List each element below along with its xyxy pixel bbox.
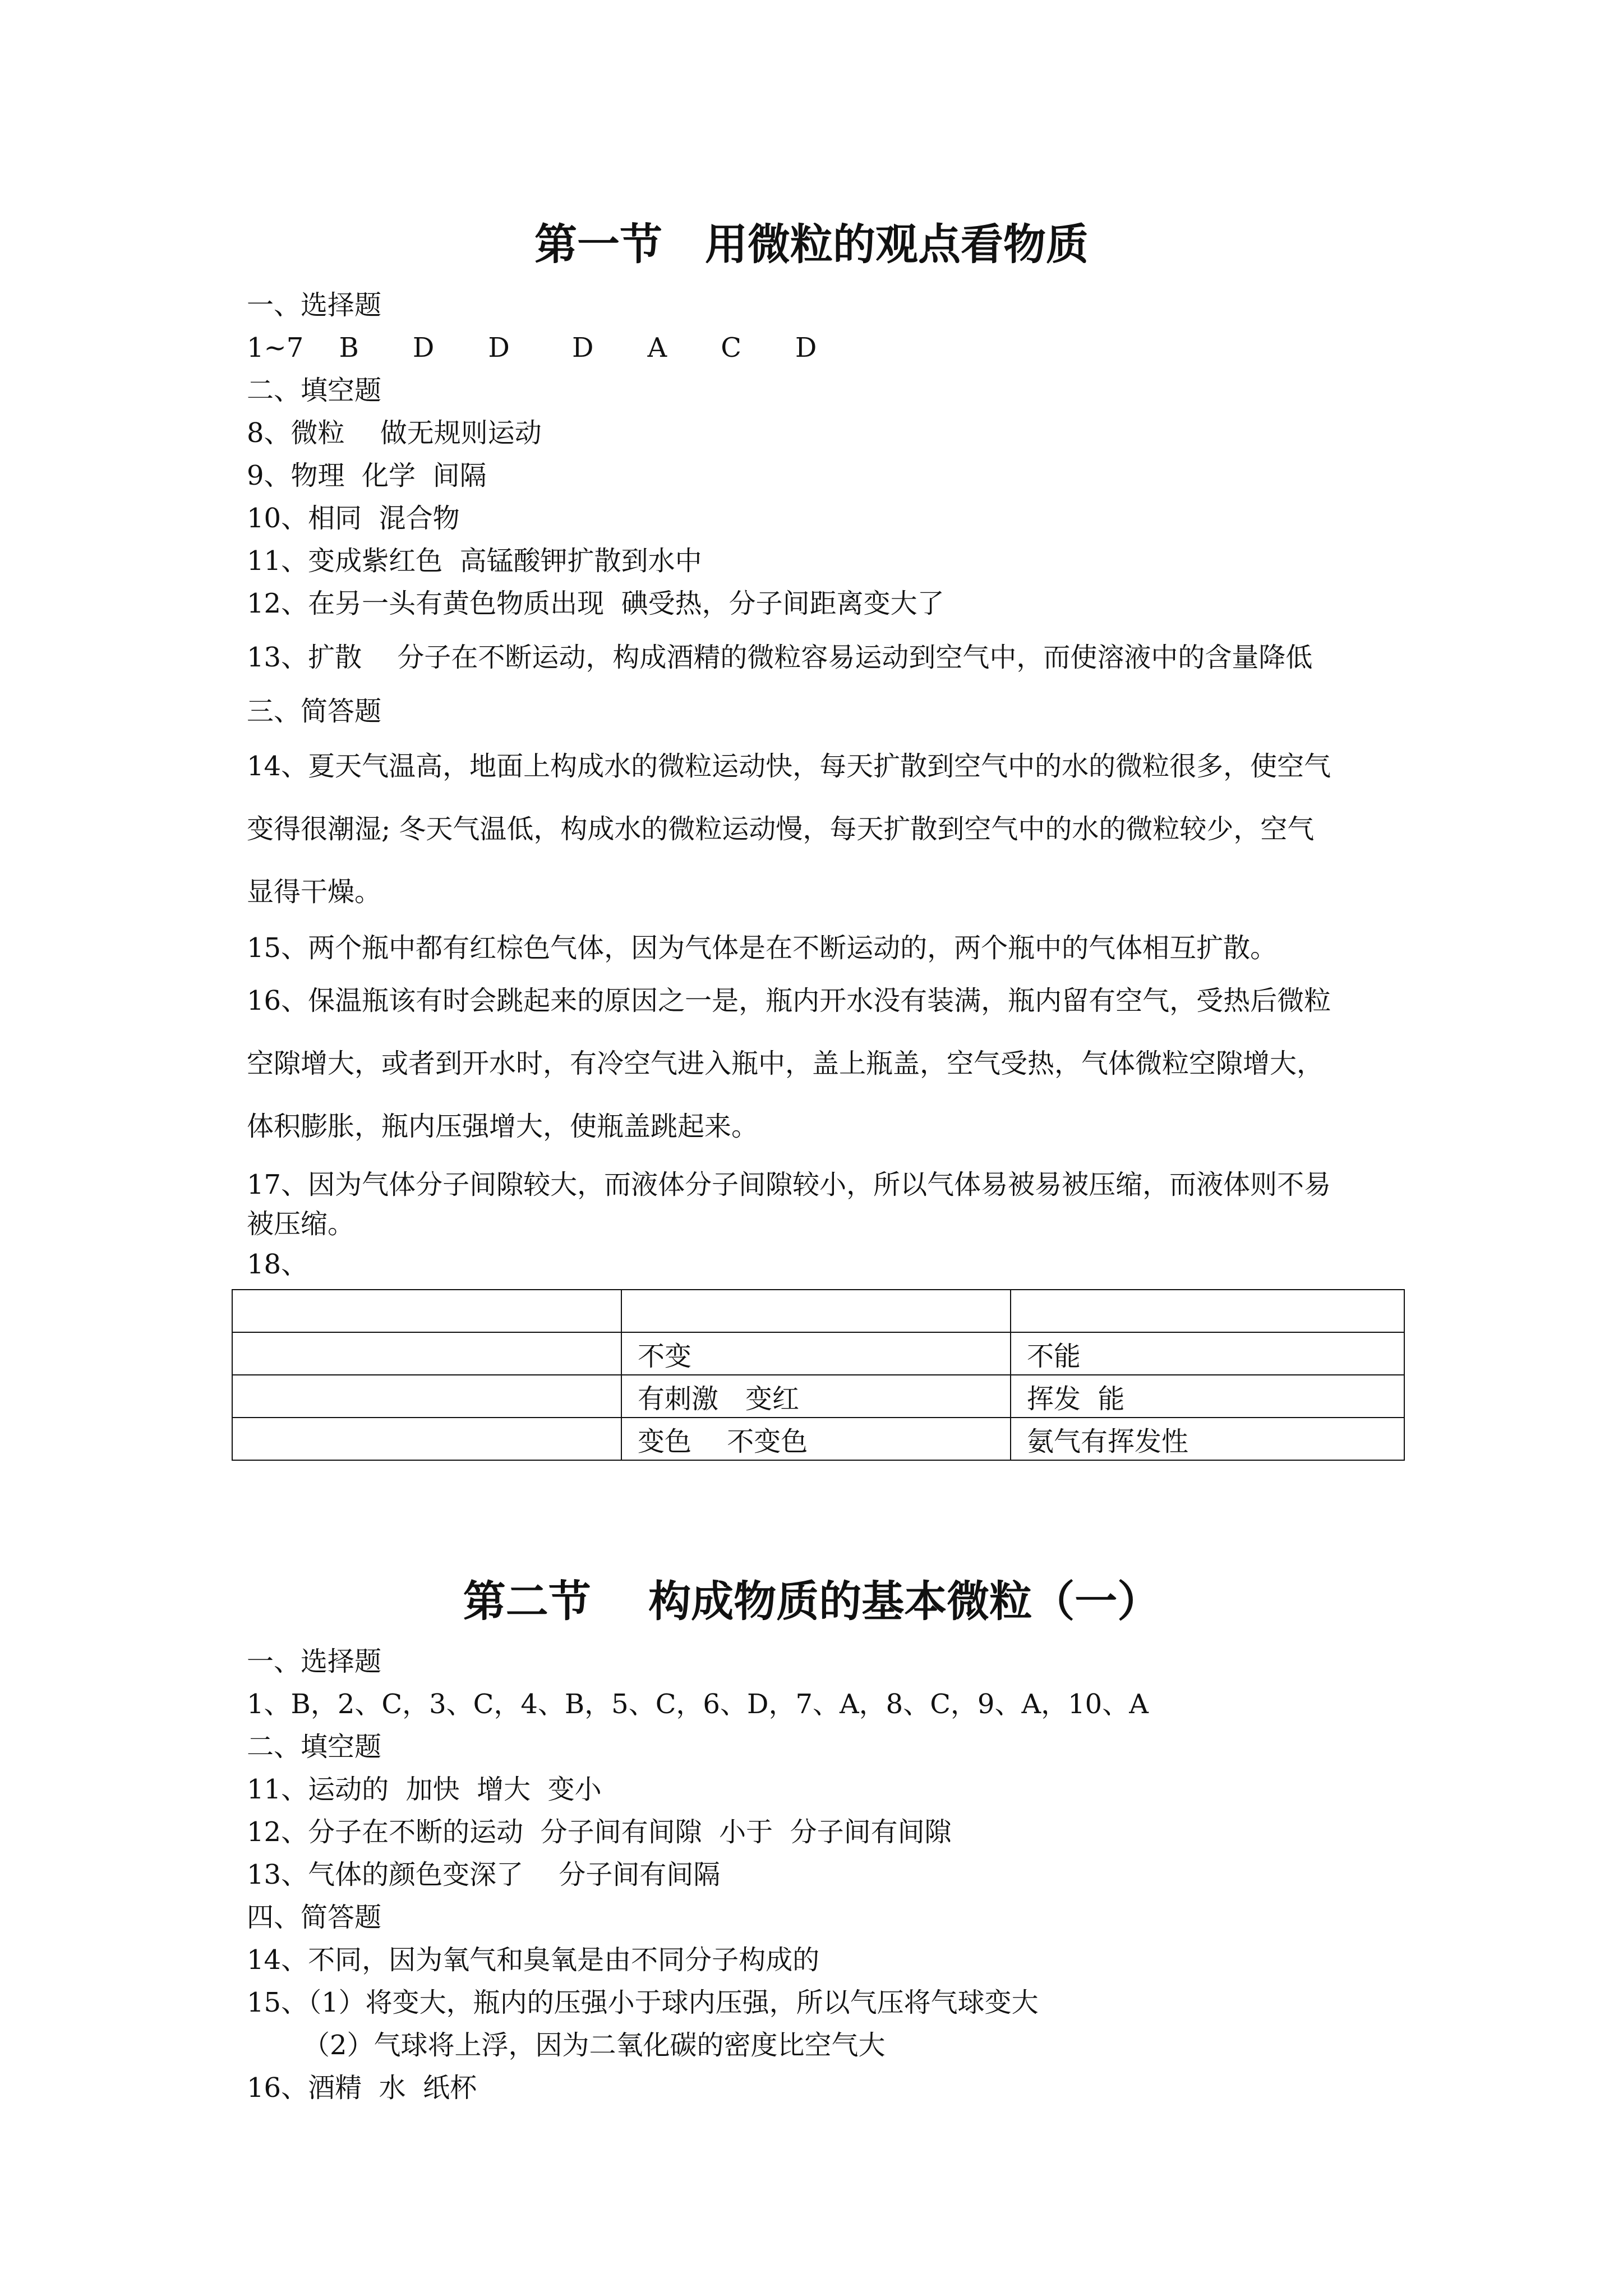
answer-line: 9、物理 化学 间隔 xyxy=(247,460,487,491)
section1-title: 第一节 用微粒的观点看物质 xyxy=(534,219,1089,269)
answer-line: 13、扩散 分子在不断运动，构成酒精的微粒容易运动到空气中，而使溶液中的含量降低 xyxy=(247,642,1313,673)
heading-fill: 二、填空题 xyxy=(247,375,382,406)
answer-line: 8、微粒 做无规则运动 xyxy=(247,417,542,449)
table-cell: 有刺激 变红 xyxy=(621,1375,1011,1418)
answer-line: 1~7 B D D D A C D xyxy=(247,332,817,364)
answer-line: 体积膨胀，瓶内压强增大，使瓶盖跳起来。 xyxy=(247,1111,759,1142)
answer-line: 11、运动的 加快 增大 变小 xyxy=(247,1774,602,1805)
heading-choice: 一、选择题 xyxy=(247,1646,382,1677)
answer-line: 15、两个瓶中都有红棕色气体，因为气体是在不断运动的，两个瓶中的气体相互扩散。 xyxy=(247,932,1278,964)
table-cell xyxy=(232,1418,621,1460)
answer-line: 16、保温瓶该有时会跳起来的原因之一是，瓶内开水没有装满，瓶内留有空气，受热后微粒 xyxy=(247,985,1331,1016)
table-cell xyxy=(232,1290,621,1332)
table-cell: 变色 不变色 xyxy=(621,1418,1011,1460)
section2-title: 第二节 构成物质的基本微粒（一） xyxy=(463,1576,1160,1626)
answer-line: 显得干燥。 xyxy=(247,876,382,908)
answer-line: （2）气球将上浮，因为二氧化碳的密度比空气大 xyxy=(303,2030,886,2061)
answer-line: 16、酒精 水 纸杯 xyxy=(247,2072,477,2104)
answer-line: 被压缩。 xyxy=(247,1208,355,1240)
table-cell: 挥发 能 xyxy=(1011,1375,1404,1418)
answer-line: 15、（1）将变大，瓶内的压强小于球内压强，所以气压将气球变大 xyxy=(247,1987,1039,2018)
answer-line: 变得很潮湿; 冬天气温低，构成水的微粒运动慢，每天扩散到空气中的水的微粒较少，空气 xyxy=(247,813,1315,845)
heading-short: 四、简答题 xyxy=(247,1902,382,1933)
table-cell: 氨气有挥发性 xyxy=(1011,1418,1404,1460)
heading-fill: 二、填空题 xyxy=(247,1731,382,1763)
table-cell xyxy=(621,1290,1011,1332)
answer-line: 14、夏天气温高，地面上构成水的微粒运动快，每天扩散到空气中的水的微粒很多，使空气 xyxy=(247,751,1331,782)
table-cell xyxy=(232,1375,621,1418)
answer-line: 1、B，2、C，3、C，4、B，5、C，6、D，7、A，8、C，9、A，10、A xyxy=(247,1688,1149,1720)
table-row xyxy=(232,1290,1404,1332)
answer-line: 10、相同 混合物 xyxy=(247,503,460,534)
table-cell: 不能 xyxy=(1011,1332,1404,1375)
table-row xyxy=(232,1332,1404,1375)
answer-line: 13、气体的颜色变深了 分子间有间隔 xyxy=(247,1859,721,1890)
answer-table-18 xyxy=(232,1289,1405,1461)
table-row xyxy=(232,1418,1404,1460)
answer-line: 12、在另一头有黄色物质出现 碘受热，分子间距离变大了 xyxy=(247,588,944,619)
heading-short: 三、简答题 xyxy=(247,696,382,727)
answer-line: 空隙增大，或者到开水时，有冷空气进入瓶中，盖上瓶盖，空气受热，气体微粒空隙增大， xyxy=(247,1048,1324,1079)
answer-line: 14、不同，因为氧气和臭氧是由不同分子构成的 xyxy=(247,1944,820,1976)
table-cell xyxy=(232,1332,621,1375)
heading-choice: 一、选择题 xyxy=(247,289,382,321)
table-cell xyxy=(1011,1290,1404,1332)
answer-line: 12、分子在不断的运动 分子间有间隙 小于 分子间有间隙 xyxy=(247,1816,952,1848)
answer-line: 11、变成紫红色 高锰酸钾扩散到水中 xyxy=(247,545,702,577)
answer-line: 17、因为气体分子间隙较大，而液体分子间隙较小，所以气体易被易被压缩，而液体则不易 xyxy=(247,1169,1331,1200)
table-row xyxy=(232,1375,1404,1418)
answer-line: 18、 xyxy=(247,1249,308,1280)
table-cell: 不变 xyxy=(621,1332,1011,1375)
